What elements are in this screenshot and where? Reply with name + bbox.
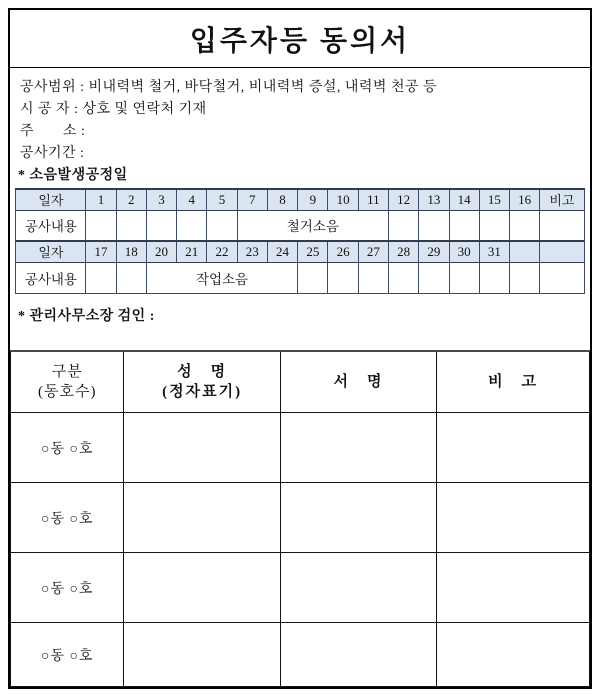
empty-cell xyxy=(479,210,509,241)
day-cell: 24 xyxy=(267,241,297,262)
work-type-cell: 작업소음 xyxy=(146,262,297,293)
empty-cell xyxy=(510,210,540,241)
day-cell: 12 xyxy=(388,189,418,210)
day-cell: 7 xyxy=(237,189,267,210)
day-cell: 20 xyxy=(146,241,176,262)
day-cell: 25 xyxy=(298,241,328,262)
header-name-line2: (정자표기) xyxy=(162,383,243,400)
name-entry-cell xyxy=(124,623,280,687)
day-cell: 17 xyxy=(86,241,116,262)
day-cell: 22 xyxy=(207,241,237,262)
work-label-cell: 공사내용 xyxy=(16,210,86,241)
day-cell: 26 xyxy=(328,241,358,262)
page-title: 입주자등 동의서 xyxy=(189,25,411,57)
work-row-2 xyxy=(16,262,584,293)
info-line-period: 공사기간 : xyxy=(20,146,85,161)
empty-cell xyxy=(116,210,146,241)
signature-row xyxy=(11,413,590,483)
empty-cell xyxy=(177,210,207,241)
empty-cell xyxy=(328,262,358,293)
day-cell: 9 xyxy=(298,189,328,210)
signature-header-row xyxy=(11,351,590,413)
empty-cell xyxy=(419,262,449,293)
day-cell: 4 xyxy=(177,189,207,210)
signature-entry-cell xyxy=(280,623,436,687)
day-cell: 2 xyxy=(116,189,146,210)
work-label-cell: 공사내용 xyxy=(16,262,86,293)
note-entry-cell xyxy=(437,553,590,623)
day-cell: 27 xyxy=(358,241,388,262)
name-entry-cell xyxy=(124,483,280,553)
unit-label-cell: ○동 ○호 xyxy=(11,553,124,623)
work-type-cell: 철거소음 xyxy=(237,210,388,241)
unit-label-cell: ○동 ○호 xyxy=(11,623,124,687)
day-cell xyxy=(510,241,540,262)
note-entry-cell xyxy=(437,483,590,553)
day-cell: 8 xyxy=(267,189,297,210)
empty-cell xyxy=(86,262,116,293)
info-line-scope: 공사범위 : 비내력벽 철거, 바닥철거, 비내력벽 증설, 내력벽 천공 등 xyxy=(20,80,438,95)
noise-schedule-heading: * 소음발생공정일 xyxy=(18,168,128,183)
empty-cell xyxy=(449,210,479,241)
header-name-line1: 성 명 xyxy=(177,363,228,380)
content-area xyxy=(10,68,590,350)
empty-cell xyxy=(86,210,116,241)
header-unit-line1: 구분 xyxy=(51,363,83,380)
note-cell xyxy=(540,262,584,293)
empty-cell xyxy=(388,262,418,293)
day-cell: 29 xyxy=(419,241,449,262)
day-cell: 10 xyxy=(328,189,358,210)
empty-cell xyxy=(449,262,479,293)
note-cell xyxy=(540,241,584,262)
info-line-contractor: 시 공 자 : 상호 및 연락처 기재 xyxy=(20,102,207,117)
day-cell: 5 xyxy=(207,189,237,210)
signature-row xyxy=(11,623,590,687)
note-entry-cell xyxy=(437,623,590,687)
empty-cell xyxy=(358,262,388,293)
header-unit-line2: (동호수) xyxy=(38,383,97,400)
day-cell: 30 xyxy=(449,241,479,262)
header-unit xyxy=(11,351,124,413)
signature-entry-cell xyxy=(280,413,436,483)
header-signature: 서 명 xyxy=(280,351,436,413)
signature-table xyxy=(10,350,590,688)
day-cell: 21 xyxy=(177,241,207,262)
note-cell xyxy=(540,210,584,241)
empty-cell xyxy=(116,262,146,293)
note-entry-cell xyxy=(437,413,590,483)
unit-label-cell: ○동 ○호 xyxy=(11,413,124,483)
day-header-row-1 xyxy=(16,189,584,210)
info-line-address: 주 소 : xyxy=(20,124,86,139)
unit-label-cell: ○동 ○호 xyxy=(11,483,124,553)
day-cell: 14 xyxy=(449,189,479,210)
day-cell: 31 xyxy=(479,241,509,262)
signature-row xyxy=(11,553,590,623)
day-cell: 28 xyxy=(388,241,418,262)
manager-seal-heading: * 관리사무소장 검인 : xyxy=(18,308,155,324)
day-cell: 1 xyxy=(86,189,116,210)
day-cell: 23 xyxy=(237,241,267,262)
empty-cell xyxy=(419,210,449,241)
day-label-cell: 일자 xyxy=(16,241,86,262)
note-header-cell: 비고 xyxy=(540,189,584,210)
title-box xyxy=(10,10,590,68)
empty-cell xyxy=(146,210,176,241)
empty-cell xyxy=(298,262,328,293)
noise-schedule-table xyxy=(15,188,584,294)
day-label-cell: 일자 xyxy=(16,189,86,210)
day-cell: 3 xyxy=(146,189,176,210)
empty-cell xyxy=(207,210,237,241)
day-cell: 18 xyxy=(116,241,146,262)
name-entry-cell xyxy=(124,413,280,483)
signature-row xyxy=(11,483,590,553)
header-name xyxy=(124,351,280,413)
work-row-1 xyxy=(16,210,584,241)
day-cell: 16 xyxy=(510,189,540,210)
signature-entry-cell xyxy=(280,483,436,553)
page-frame xyxy=(8,8,592,689)
header-note: 비 고 xyxy=(437,351,590,413)
day-cell: 13 xyxy=(419,189,449,210)
empty-cell xyxy=(388,210,418,241)
signature-entry-cell xyxy=(280,553,436,623)
day-cell: 15 xyxy=(479,189,509,210)
empty-cell xyxy=(510,262,540,293)
day-header-row-2 xyxy=(16,241,584,262)
empty-cell xyxy=(479,262,509,293)
day-cell: 11 xyxy=(358,189,388,210)
name-entry-cell xyxy=(124,553,280,623)
